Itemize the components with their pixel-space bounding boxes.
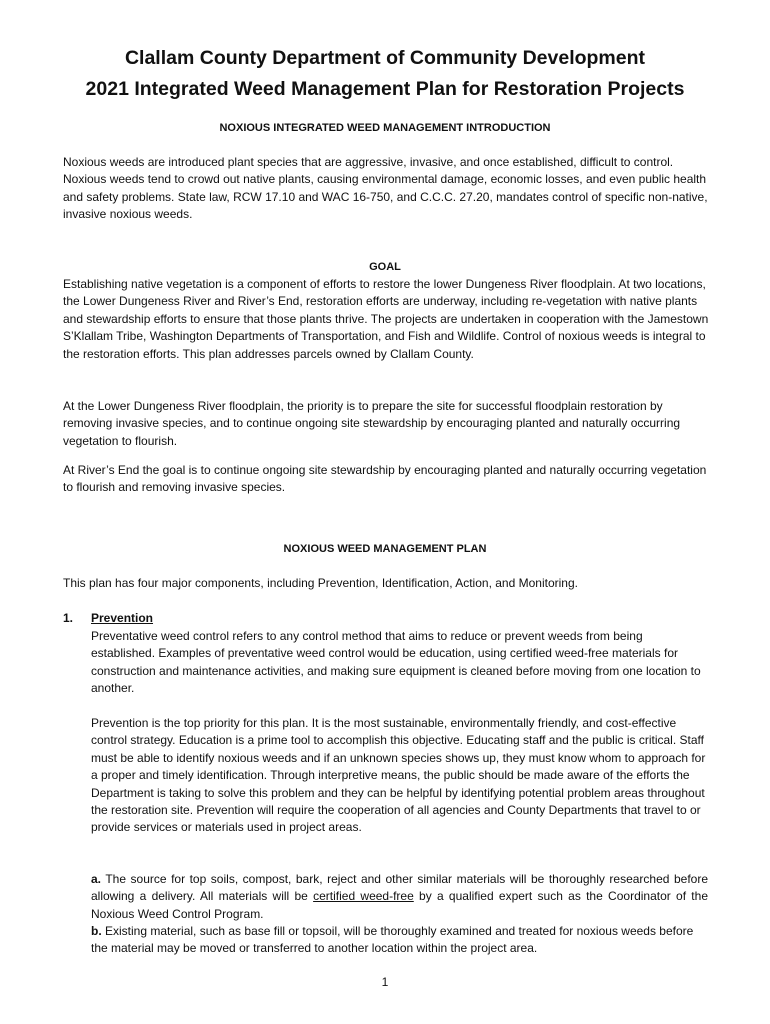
- item-a-label: a.: [91, 872, 102, 886]
- item-a-text-before: The source for top soils, compost, bark, reject and other similar materials will be thoroughly researched before allowing a delivery. All materials will be: [91, 872, 708, 904]
- section-1-paragraph-2: Prevention is the top priority for this plan. It is the most sustainable, environmentally friendly, and cost-effective control strategy. Education is a prime tool to accomplish this objective. Educating staff and the public is critical. Staff must be able to identify noxious weeds and if an unknown species shows up, they must know whom to approach for a proper and timely identification. Through interpretive means, the public should be made aware of the efforts the Department is taking to solve this problem and they can be helpful by identifying potential problem areas throughout the restoration site. Prevention will require the cooperation of all agencies and County Departments that travel to or provide services or materials used in project areas.: [91, 716, 706, 835]
- section-1-paragraph-1: Preventative weed control refers to any control method that aims to reduce or prevent weeds from being established. Examples of preventative weed control would be education, using certified weed-free materials for construction and maintenance activities, and making sure equipment is cleaned before moving from one location to another.: [91, 629, 701, 696]
- section-1-title: Prevention: [91, 611, 154, 625]
- item-b-text: Existing material, such as base fill or topsoil, will be thoroughly examined and treated for noxious weeds before the material may be moved or transferred to another location within the project area.: [91, 924, 694, 956]
- document-title-line1: Clallam County Department of Community Development: [124, 47, 646, 69]
- item-b: [91, 923, 708, 958]
- intro-heading: NOXIOUS INTEGRATED WEED MANAGEMENT INTRODUCTION: [219, 122, 551, 134]
- document-title-line2: 2021 Integrated Weed Management Plan for Restoration Projects: [85, 78, 685, 100]
- plan-paragraph: This plan has four major components, including Prevention, Identification, Action, and Monitoring.: [63, 576, 578, 590]
- section-1-number: 1.: [63, 611, 74, 625]
- item-b-label: b.: [91, 924, 102, 938]
- page-number: 1: [381, 975, 389, 989]
- item-a: [91, 871, 708, 923]
- item-a-text-after: by a qualified expert such as the Coordinator of the Noxious Weed Control Program.: [91, 889, 708, 921]
- plan-heading: NOXIOUS WEED MANAGEMENT PLAN: [283, 543, 487, 555]
- goal-heading: GOAL: [369, 261, 401, 273]
- goal-paragraph-1: Establishing native vegetation is a component of efforts to restore the lower Dungeness River floodplain. At two locations, the Lower Dungeness River and River’s End, restoration efforts are underway, including re-vegetation with native plants and stewardship efforts to ensure that those plants thrive. The projects are undertaken in cooperation with the Jamestown S’Klallam Tribe, Washington Departments of Transportation, and Fish and Wildlife. Control of noxious weeds is integral to the restoration efforts. This plan addresses parcels owned by Clallam County.: [63, 277, 709, 361]
- certified-weed-free-text: certified weed-free: [313, 889, 414, 904]
- goal-paragraph-2: At the Lower Dungeness River floodplain, the priority is to prepare the site for successful floodplain restoration by removing invasive species, and to continue ongoing site stewardship by encouraging planted and naturally occurring vegetation to flourish.: [63, 399, 681, 448]
- intro-paragraph: Noxious weeds are introduced plant species that are aggressive, invasive, and once established, difficult to control. Noxious weeds tend to crowd out native plants, causing environmental damage, economic losses, and even public health and safety problems. State law, RCW 17.10 and WAC 16-750, and C.C.C. 27.20, mandates control of specific non-native, invasive noxious weeds.: [63, 155, 708, 222]
- goal-paragraph-3: At River’s End the goal is to continue ongoing site stewardship by encouraging planted and naturally occurring vegetation to flourish and removing invasive species.: [63, 463, 707, 495]
